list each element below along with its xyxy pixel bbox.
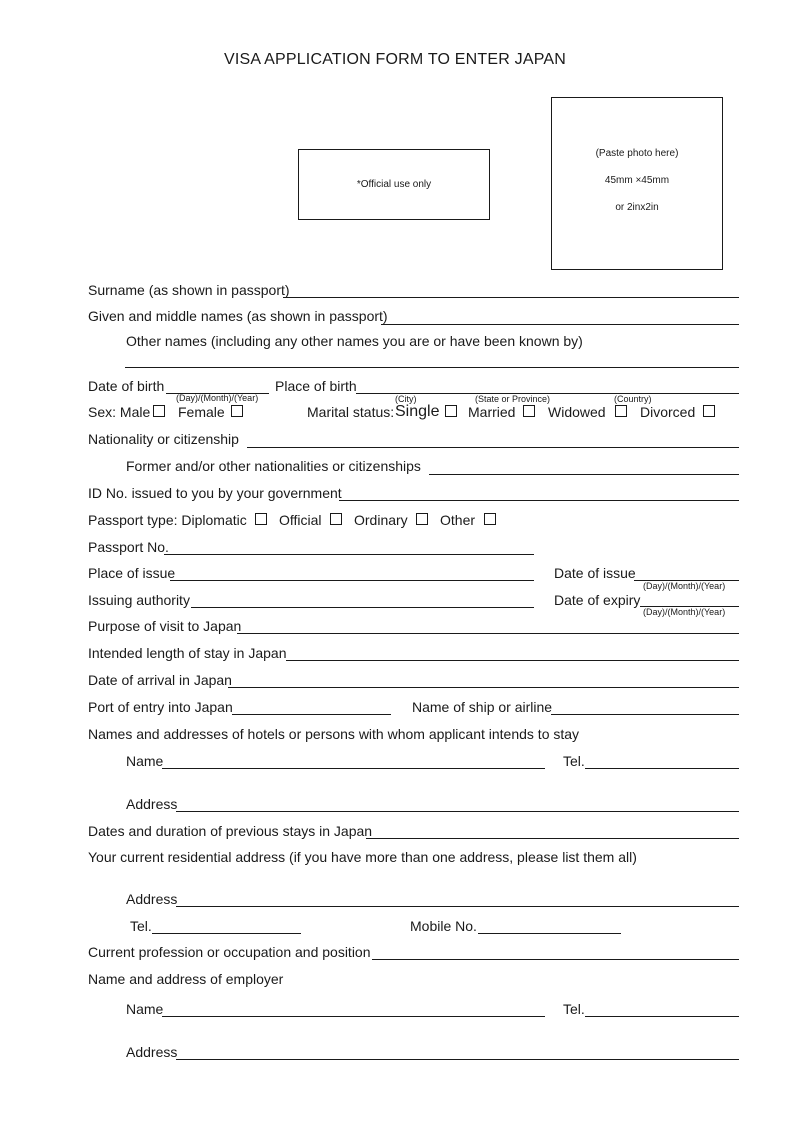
widowed-checkbox[interactable] xyxy=(615,405,627,417)
passport-type-label: Passport type: Diplomatic xyxy=(88,512,247,528)
nationality-label: Nationality or citizenship xyxy=(88,431,239,447)
ship-or-airline-label: Name of ship or airline xyxy=(412,699,553,715)
issue-format-hint: (Day)/(Month)/(Year) xyxy=(643,581,726,591)
official-label: Official xyxy=(279,512,322,528)
id-no-label: ID No. issued to you by your government xyxy=(88,485,342,501)
state-hint: (State or Province) xyxy=(475,394,551,404)
employer-tel-label: Tel. xyxy=(563,1001,585,1017)
former-nationalities-field[interactable] xyxy=(429,474,739,475)
place-of-issue-field[interactable] xyxy=(170,580,534,581)
ordinary-label: Ordinary xyxy=(354,512,408,528)
passport-no-label: Passport No. xyxy=(88,539,169,555)
female-checkbox[interactable] xyxy=(231,405,243,417)
hotels-heading: Names and addresses of hotels or persons with whom applicant intends to stay xyxy=(88,726,580,742)
mobile-no-label: Mobile No. xyxy=(410,918,477,934)
place-of-issue-label: Place of issue xyxy=(88,565,176,581)
photo-size-in: or 2inx2in xyxy=(615,202,659,213)
previous-stays-label: Dates and duration of previous stays in Japan xyxy=(88,823,373,839)
official-use-box xyxy=(298,149,490,220)
single-checkbox[interactable] xyxy=(445,405,457,417)
city-hint: (City) xyxy=(395,394,417,404)
profession-field[interactable] xyxy=(372,959,739,960)
female-label: Female xyxy=(178,404,225,420)
given-names-field[interactable] xyxy=(381,324,739,325)
res-tel-label: Tel. xyxy=(130,918,152,934)
issuing-authority-label: Issuing authority xyxy=(88,592,190,608)
country-hint: (Country) xyxy=(614,394,652,404)
issuing-authority-field[interactable] xyxy=(191,607,534,608)
hotel-name-field[interactable] xyxy=(162,768,545,769)
other-names-label: Other names (including any other names you are or have been known by) xyxy=(126,333,583,349)
employer-tel-field[interactable] xyxy=(585,1016,739,1017)
length-of-stay-field[interactable] xyxy=(286,660,739,661)
ordinary-checkbox[interactable] xyxy=(416,513,428,525)
id-no-field[interactable] xyxy=(339,500,739,501)
hotel-name-label: Name xyxy=(126,753,164,769)
given-names-label: Given and middle names (as shown in passport) xyxy=(88,308,388,324)
res-address-field[interactable] xyxy=(176,906,739,907)
employer-address-field[interactable] xyxy=(176,1059,739,1060)
profession-label: Current profession or occupation and position xyxy=(88,944,371,960)
married-checkbox[interactable] xyxy=(523,405,535,417)
divorced-label: Divorced xyxy=(640,404,696,420)
married-label: Married xyxy=(468,404,516,420)
purpose-field[interactable] xyxy=(237,633,739,634)
other-checkbox[interactable] xyxy=(484,513,496,525)
hotel-tel-field[interactable] xyxy=(585,768,739,769)
date-of-expiry-label: Date of expiry xyxy=(554,592,641,608)
photo-instruction: (Paste photo here) xyxy=(595,148,679,159)
date-of-arrival-label: Date of arrival in Japan xyxy=(88,672,232,688)
employer-name-field[interactable] xyxy=(162,1016,545,1017)
single-label: Single xyxy=(395,403,440,420)
purpose-label: Purpose of visit to Japan xyxy=(88,618,242,634)
res-tel-field[interactable] xyxy=(152,933,301,934)
marital-status-label: Marital status: xyxy=(307,404,395,420)
port-of-entry-field[interactable] xyxy=(232,714,391,715)
form-title: VISA APPLICATION FORM TO ENTER JAPAN xyxy=(223,51,567,68)
employer-heading: Name and address of employer xyxy=(88,971,284,987)
widowed-label: Widowed xyxy=(548,404,606,420)
photo-size-mm: 45mm ×45mm xyxy=(604,175,670,186)
res-address-label: Address xyxy=(126,891,178,907)
nationality-field[interactable] xyxy=(247,447,739,448)
residential-heading: Your current residential address (if you have more than one address, please list them all) xyxy=(88,849,637,865)
photo-box xyxy=(551,97,723,270)
employer-address-label: Address xyxy=(126,1044,178,1060)
other-names-field[interactable] xyxy=(125,367,739,368)
sex-label: Sex: Male xyxy=(88,404,151,420)
passport-no-field[interactable] xyxy=(164,554,534,555)
surname-field[interactable] xyxy=(283,297,739,298)
dob-format-hint: (Day)/(Month)/(Year) xyxy=(176,393,259,403)
ship-or-airline-field[interactable] xyxy=(551,714,739,715)
diplomatic-checkbox[interactable] xyxy=(255,513,267,525)
employer-name-label: Name xyxy=(126,1001,164,1017)
date-of-issue-label: Date of issue xyxy=(554,565,636,581)
official-checkbox[interactable] xyxy=(330,513,342,525)
hotel-address-label: Address xyxy=(126,796,178,812)
previous-stays-field[interactable] xyxy=(366,838,739,839)
port-of-entry-label: Port of entry into Japan xyxy=(88,699,233,715)
place-of-birth-label: Place of birth xyxy=(275,378,357,394)
mobile-no-field[interactable] xyxy=(478,933,621,934)
date-of-arrival-field[interactable] xyxy=(228,687,739,688)
surname-label: Surname (as shown in passport) xyxy=(88,282,290,298)
former-nationalities-label: Former and/or other nationalities or citizenships xyxy=(126,458,421,474)
length-of-stay-label: Intended length of stay in Japan xyxy=(88,645,287,661)
expiry-format-hint: (Day)/(Month)/(Year) xyxy=(643,607,726,617)
date-of-birth-label: Date of birth xyxy=(88,378,165,394)
official-use-label: *Official use only xyxy=(356,179,432,190)
other-label: Other xyxy=(440,512,476,528)
male-checkbox[interactable] xyxy=(153,405,165,417)
divorced-checkbox[interactable] xyxy=(703,405,715,417)
hotel-address-field[interactable] xyxy=(176,811,739,812)
hotel-tel-label: Tel. xyxy=(563,753,585,769)
